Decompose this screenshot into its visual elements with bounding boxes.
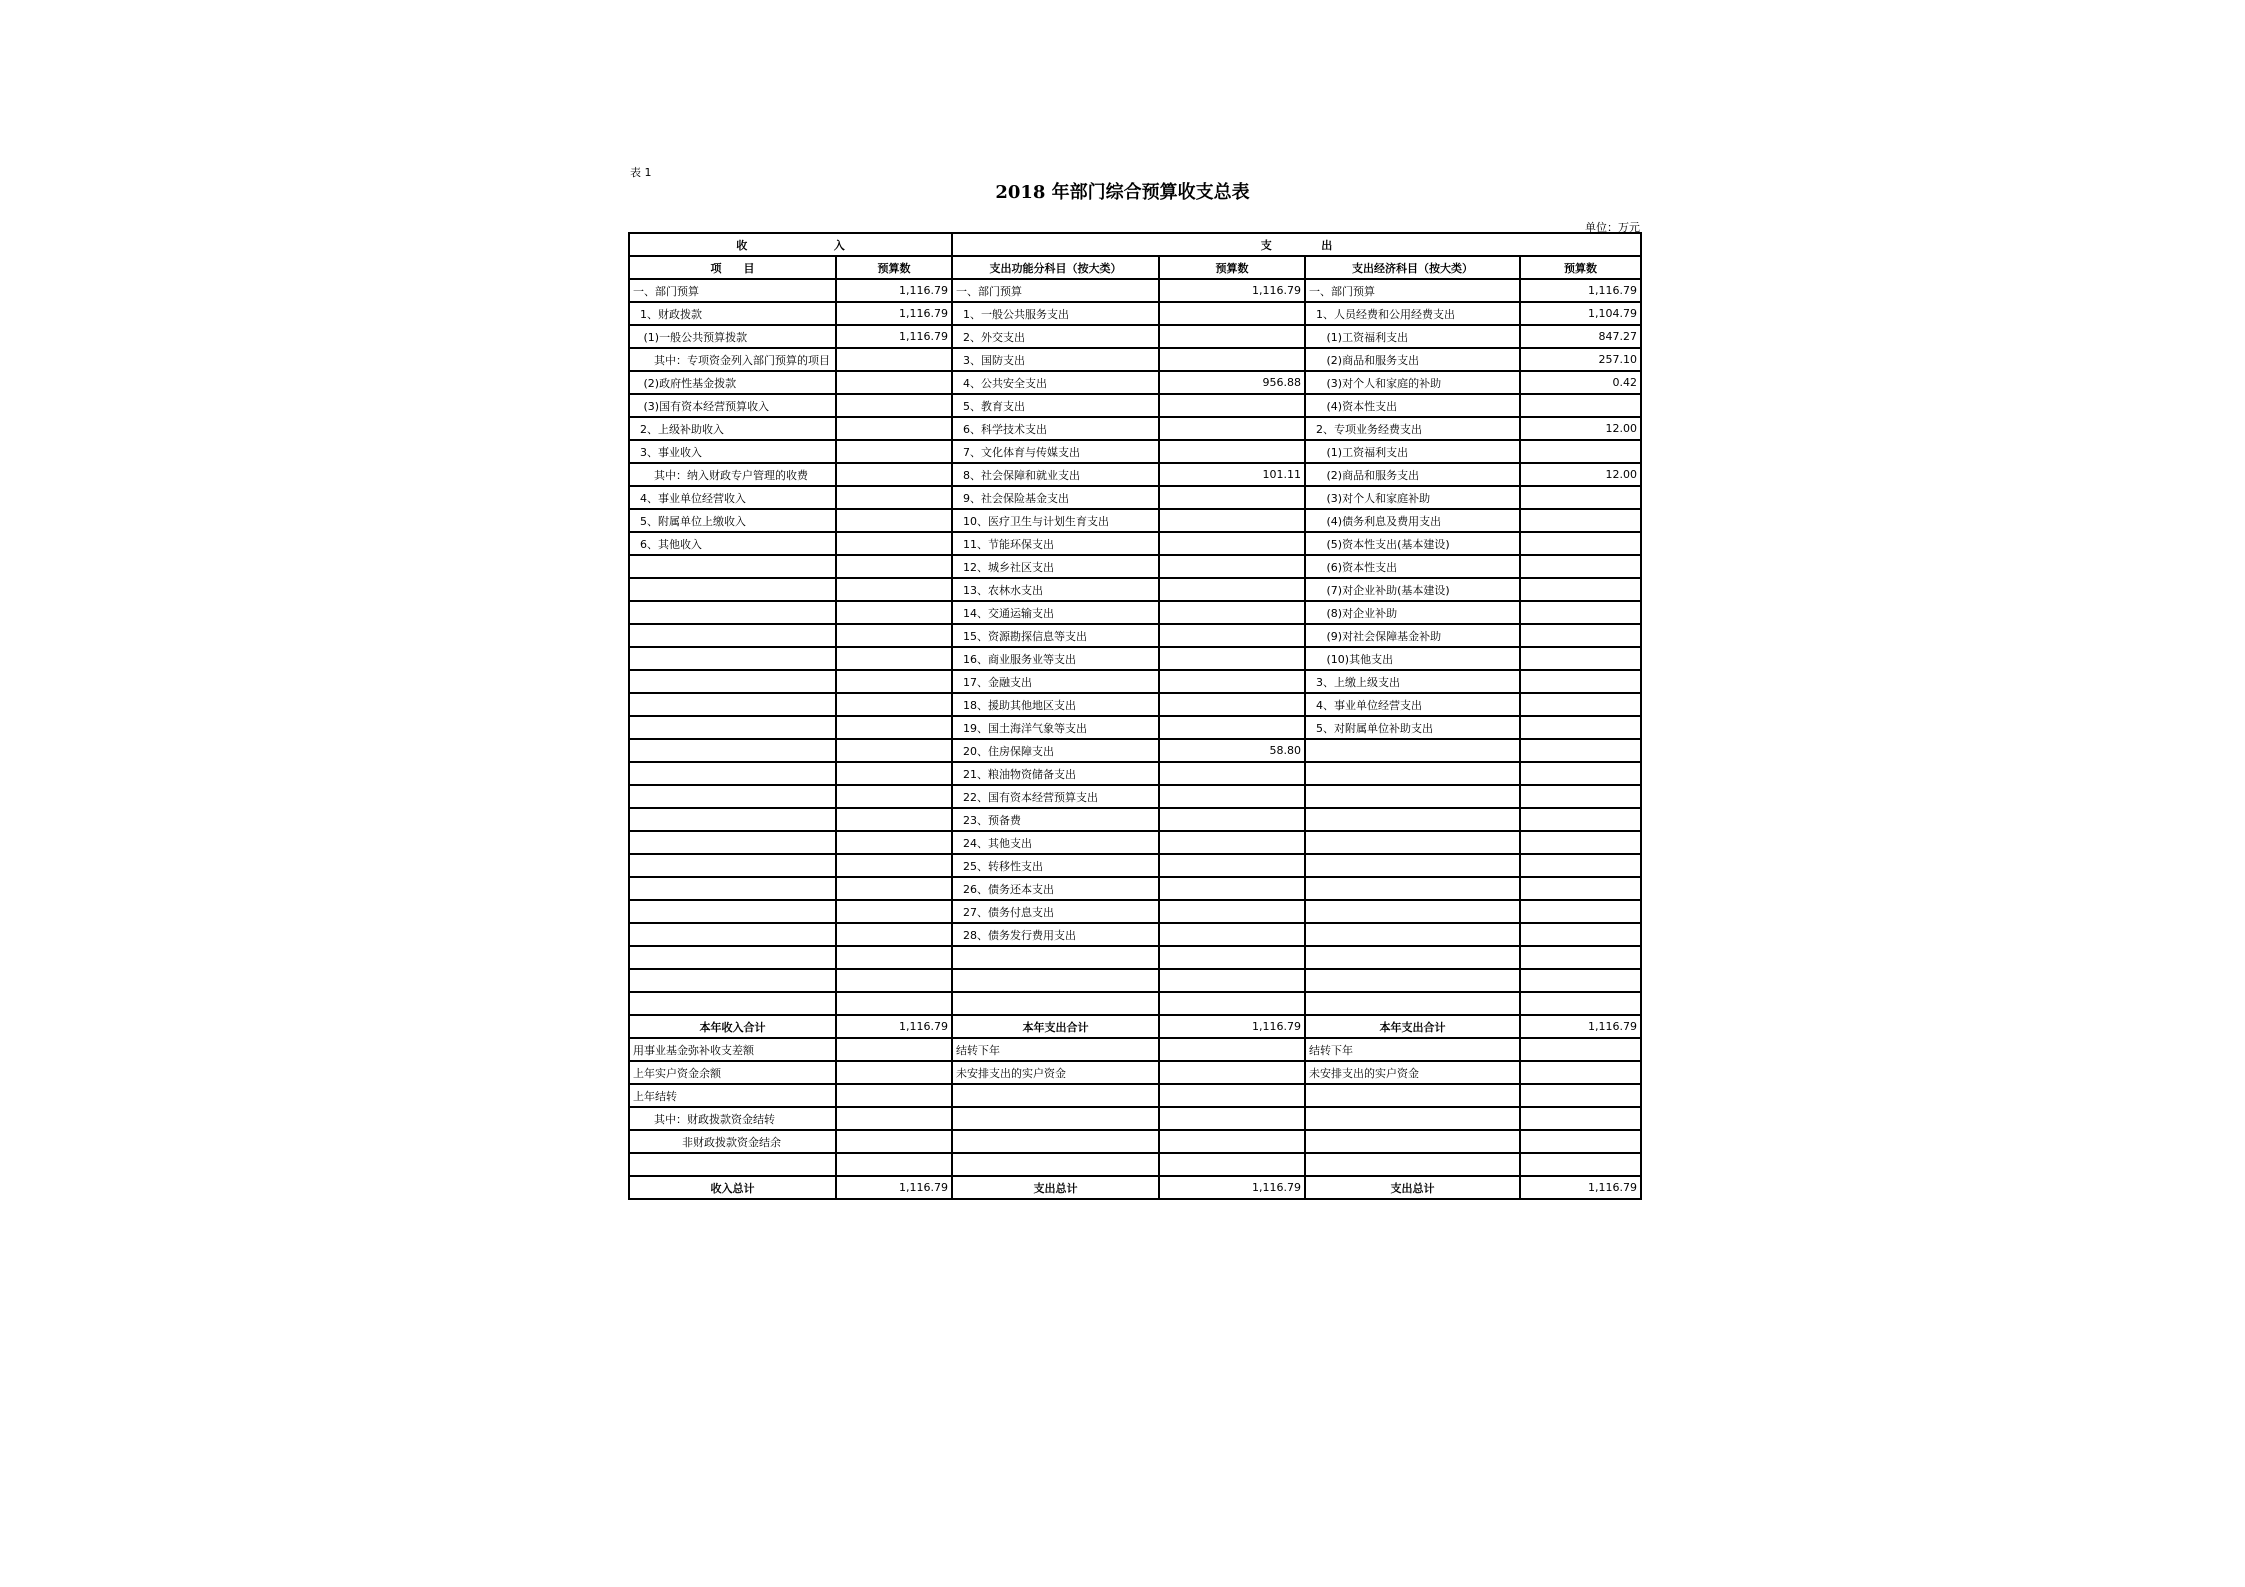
income-header: 收 入 — [629, 233, 952, 256]
amount-cell — [836, 877, 952, 900]
amount-cell — [1159, 762, 1305, 785]
amount-cell — [1520, 1130, 1641, 1153]
column-header: 预算数 — [1520, 256, 1641, 279]
amount-cell: 1,116.79 — [836, 1015, 952, 1038]
amount-cell — [1159, 532, 1305, 555]
amount-cell — [836, 463, 952, 486]
table-row — [629, 1084, 1641, 1107]
amount-cell: 0.42 — [1520, 371, 1641, 394]
item-cell — [629, 992, 836, 1015]
table-row — [629, 601, 1641, 624]
amount-cell: 12.00 — [1520, 417, 1641, 440]
amount-cell — [1520, 532, 1641, 555]
item-cell: 11、节能环保支出 — [952, 532, 1159, 555]
item-cell: 1、一般公共服务支出 — [952, 302, 1159, 325]
item-cell: (4)债务利息及费用支出 — [1305, 509, 1520, 532]
table-row — [629, 854, 1641, 877]
item-cell — [1305, 969, 1520, 992]
amount-cell — [836, 900, 952, 923]
amount-cell — [1520, 394, 1641, 417]
amount-cell — [836, 1061, 952, 1084]
item-cell — [1305, 762, 1520, 785]
item-cell — [629, 1153, 836, 1176]
item-cell: (3)国有资本经营预算收入 — [629, 394, 836, 417]
item-cell — [629, 785, 836, 808]
amount-cell: 847.27 — [1520, 325, 1641, 348]
item-cell: 26、债务还本支出 — [952, 877, 1159, 900]
amount-cell — [836, 923, 952, 946]
item-cell: 一、部门预算 — [952, 279, 1159, 302]
item-cell: 19、国土海洋气象等支出 — [952, 716, 1159, 739]
amount-cell — [1159, 831, 1305, 854]
item-cell — [1305, 1130, 1520, 1153]
item-cell — [952, 946, 1159, 969]
item-cell: (9)对社会保障基金补助 — [1305, 624, 1520, 647]
table-row — [629, 1061, 1641, 1084]
item-cell: 收入总计 — [629, 1176, 836, 1199]
amount-cell — [1520, 854, 1641, 877]
table-row — [629, 302, 1641, 325]
amount-cell — [1159, 670, 1305, 693]
item-cell: 16、商业服务业等支出 — [952, 647, 1159, 670]
amount-cell: 1,116.79 — [1520, 1015, 1641, 1038]
amount-cell — [1520, 1084, 1641, 1107]
amount-cell — [836, 578, 952, 601]
item-cell — [1305, 808, 1520, 831]
item-cell: (2)政府性基金拨款 — [629, 371, 836, 394]
item-cell — [629, 900, 836, 923]
item-cell — [1305, 1153, 1520, 1176]
item-cell: 4、事业单位经营收入 — [629, 486, 836, 509]
item-cell: 其中：专项资金列入部门预算的项目 — [629, 348, 836, 371]
item-cell: 17、金融支出 — [952, 670, 1159, 693]
amount-cell — [1159, 1107, 1305, 1130]
amount-cell — [1159, 716, 1305, 739]
amount-cell — [836, 1038, 952, 1061]
amount-cell — [1159, 969, 1305, 992]
amount-cell: 257.10 — [1520, 348, 1641, 371]
table-row — [629, 463, 1641, 486]
amount-cell — [836, 1153, 952, 1176]
item-cell — [1305, 946, 1520, 969]
page-title: 2018 年部门综合预算收支总表 — [995, 182, 1250, 203]
table-row — [629, 624, 1641, 647]
item-cell: (5)资本性支出(基本建设) — [1305, 532, 1520, 555]
item-cell — [952, 1153, 1159, 1176]
item-cell — [629, 693, 836, 716]
amount-cell — [1159, 578, 1305, 601]
amount-cell — [836, 1130, 952, 1153]
amount-cell — [1520, 624, 1641, 647]
amount-cell — [1520, 716, 1641, 739]
item-cell — [1305, 900, 1520, 923]
item-cell: 4、公共安全支出 — [952, 371, 1159, 394]
amount-cell — [836, 716, 952, 739]
amount-cell — [836, 693, 952, 716]
amount-cell — [1520, 992, 1641, 1015]
item-cell — [629, 647, 836, 670]
item-cell: 24、其他支出 — [952, 831, 1159, 854]
item-cell — [1305, 877, 1520, 900]
amount-cell — [1159, 808, 1305, 831]
amount-cell — [1520, 808, 1641, 831]
amount-cell — [1159, 785, 1305, 808]
amount-cell — [1159, 877, 1305, 900]
item-cell: 14、交通运输支出 — [952, 601, 1159, 624]
item-cell: (4)资本性支出 — [1305, 394, 1520, 417]
amount-cell: 1,116.79 — [1159, 1176, 1305, 1199]
item-cell: 用事业基金弥补收支差额 — [629, 1038, 836, 1061]
amount-cell — [1159, 394, 1305, 417]
item-cell: (1)工资福利支出 — [1305, 325, 1520, 348]
item-cell: 5、附属单位上缴收入 — [629, 509, 836, 532]
amount-cell — [1159, 348, 1305, 371]
amount-cell — [1520, 1061, 1641, 1084]
amount-cell — [1159, 302, 1305, 325]
table-row — [629, 877, 1641, 900]
unit-label: 单位：万元 — [1585, 221, 1640, 234]
amount-cell — [836, 647, 952, 670]
item-cell: (1)一般公共预算拨款 — [629, 325, 836, 348]
item-cell — [629, 601, 836, 624]
table-row — [629, 279, 1641, 302]
amount-cell: 1,116.79 — [1520, 279, 1641, 302]
amount-cell: 1,116.79 — [836, 325, 952, 348]
amount-cell — [1159, 601, 1305, 624]
item-cell: 23、预备费 — [952, 808, 1159, 831]
amount-cell — [1520, 1107, 1641, 1130]
amount-cell — [1159, 1061, 1305, 1084]
item-cell: 其中：财政拨款资金结转 — [629, 1107, 836, 1130]
item-cell — [952, 992, 1159, 1015]
table-row — [629, 555, 1641, 578]
amount-cell — [836, 486, 952, 509]
amount-cell — [1520, 670, 1641, 693]
item-cell: (1)工资福利支出 — [1305, 440, 1520, 463]
item-cell: 5、对附属单位补助支出 — [1305, 716, 1520, 739]
item-cell — [1305, 831, 1520, 854]
table-row — [629, 1130, 1641, 1153]
item-cell: 本年支出合计 — [952, 1015, 1159, 1038]
amount-cell — [1520, 440, 1641, 463]
item-cell: 一、部门预算 — [629, 279, 836, 302]
item-cell: 2、上级补助收入 — [629, 417, 836, 440]
amount-cell — [1159, 509, 1305, 532]
amount-cell — [1159, 555, 1305, 578]
item-cell — [952, 1130, 1159, 1153]
item-cell — [1305, 1107, 1520, 1130]
item-cell: 22、国有资本经营预算支出 — [952, 785, 1159, 808]
item-cell: 9、社会保险基金支出 — [952, 486, 1159, 509]
item-cell: 支出总计 — [1305, 1176, 1520, 1199]
item-cell: 其中：纳入财政专户管理的收费 — [629, 463, 836, 486]
table-row — [629, 831, 1641, 854]
item-cell: 13、农林水支出 — [952, 578, 1159, 601]
item-cell — [952, 1084, 1159, 1107]
amount-cell — [836, 601, 952, 624]
amount-cell: 101.11 — [1159, 463, 1305, 486]
item-cell — [629, 808, 836, 831]
item-cell: 28、债务发行费用支出 — [952, 923, 1159, 946]
item-cell: 2、专项业务经费支出 — [1305, 417, 1520, 440]
column-header: 支出功能分科目（按大类） — [952, 256, 1159, 279]
item-cell: (6)资本性支出 — [1305, 555, 1520, 578]
table-row — [629, 716, 1641, 739]
amount-cell — [836, 624, 952, 647]
item-cell: 3、上缴上级支出 — [1305, 670, 1520, 693]
item-cell: 结转下年 — [1305, 1038, 1520, 1061]
amount-cell — [1520, 578, 1641, 601]
column-header: 支出经济科目（按大类） — [1305, 256, 1520, 279]
item-cell: 21、粮油物资储备支出 — [952, 762, 1159, 785]
amount-cell — [1159, 946, 1305, 969]
amount-cell — [1159, 417, 1305, 440]
item-cell — [629, 624, 836, 647]
item-cell — [1305, 1084, 1520, 1107]
item-cell: 1、人员经费和公用经费支出 — [1305, 302, 1520, 325]
item-cell — [629, 739, 836, 762]
amount-cell — [1159, 325, 1305, 348]
item-cell — [629, 670, 836, 693]
amount-cell — [836, 1107, 952, 1130]
amount-cell — [1520, 1153, 1641, 1176]
table-row — [629, 946, 1641, 969]
item-cell: 6、科学技术支出 — [952, 417, 1159, 440]
table-row — [629, 509, 1641, 532]
item-cell: 上年实户资金余额 — [629, 1061, 836, 1084]
amount-cell — [1159, 992, 1305, 1015]
table-row — [629, 440, 1641, 463]
top-header-row — [629, 233, 1641, 256]
table-row — [629, 1038, 1641, 1061]
item-cell — [629, 716, 836, 739]
amount-cell — [1159, 1038, 1305, 1061]
item-cell — [629, 578, 836, 601]
table-row — [629, 785, 1641, 808]
amount-cell: 1,116.79 — [836, 302, 952, 325]
amount-cell — [836, 348, 952, 371]
table-row — [629, 1153, 1641, 1176]
item-cell — [1305, 739, 1520, 762]
item-cell — [629, 854, 836, 877]
amount-cell — [1520, 486, 1641, 509]
table-row — [629, 371, 1641, 394]
amount-cell — [1520, 785, 1641, 808]
item-cell: 上年结转 — [629, 1084, 836, 1107]
amount-cell: 1,116.79 — [836, 279, 952, 302]
item-cell — [629, 831, 836, 854]
item-cell: (3)对个人和家庭的补助 — [1305, 371, 1520, 394]
item-cell: 20、住房保障支出 — [952, 739, 1159, 762]
amount-cell — [1520, 509, 1641, 532]
column-header: 项 目 — [629, 256, 836, 279]
item-cell: 3、国防支出 — [952, 348, 1159, 371]
table-row — [629, 578, 1641, 601]
amount-cell — [836, 854, 952, 877]
item-cell: (7)对企业补助(基本建设) — [1305, 578, 1520, 601]
amount-cell — [1520, 762, 1641, 785]
amount-cell: 1,104.79 — [1520, 302, 1641, 325]
table-row — [629, 486, 1641, 509]
item-cell: (3)对个人和家庭补助 — [1305, 486, 1520, 509]
amount-cell — [836, 739, 952, 762]
item-cell — [952, 969, 1159, 992]
table-row — [629, 992, 1641, 1015]
item-cell: 本年收入合计 — [629, 1015, 836, 1038]
total-row — [629, 1176, 1641, 1199]
amount-cell — [1159, 624, 1305, 647]
subtotal-row — [629, 1015, 1641, 1038]
item-cell: 15、资源勘探信息等支出 — [952, 624, 1159, 647]
table-row — [629, 417, 1641, 440]
amount-cell — [1159, 486, 1305, 509]
item-cell: 1、财政拨款 — [629, 302, 836, 325]
column-header-row — [629, 256, 1641, 279]
item-cell — [629, 946, 836, 969]
table-row — [629, 969, 1641, 992]
amount-cell — [836, 785, 952, 808]
item-cell — [1305, 785, 1520, 808]
table-row — [629, 394, 1641, 417]
amount-cell: 58.80 — [1159, 739, 1305, 762]
column-header: 预算数 — [836, 256, 952, 279]
amount-cell — [1159, 1084, 1305, 1107]
item-cell — [629, 762, 836, 785]
amount-cell — [1520, 969, 1641, 992]
item-cell: 结转下年 — [952, 1038, 1159, 1061]
amount-cell: 1,116.79 — [1159, 1015, 1305, 1038]
amount-cell — [1520, 555, 1641, 578]
item-cell: 支出总计 — [952, 1176, 1159, 1199]
item-cell — [1305, 923, 1520, 946]
item-cell — [629, 877, 836, 900]
amount-cell — [836, 532, 952, 555]
item-cell: 4、事业单位经营支出 — [1305, 693, 1520, 716]
item-cell: (2)商品和服务支出 — [1305, 463, 1520, 486]
amount-cell — [836, 670, 952, 693]
item-cell: 3、事业收入 — [629, 440, 836, 463]
expense-header: 支 出 — [952, 233, 1641, 256]
item-cell — [629, 923, 836, 946]
table-row — [629, 325, 1641, 348]
table-label: 表 1 — [630, 166, 652, 179]
amount-cell — [836, 509, 952, 532]
item-cell: 6、其他收入 — [629, 532, 836, 555]
table-row — [629, 739, 1641, 762]
table-row — [629, 900, 1641, 923]
amount-cell — [1159, 693, 1305, 716]
amount-cell — [1159, 900, 1305, 923]
item-cell: 25、转移性支出 — [952, 854, 1159, 877]
amount-cell — [1159, 923, 1305, 946]
amount-cell — [1520, 900, 1641, 923]
table-row — [629, 647, 1641, 670]
item-cell: 12、城乡社区支出 — [952, 555, 1159, 578]
budget-table — [628, 232, 1642, 1200]
amount-cell — [836, 831, 952, 854]
amount-cell — [836, 440, 952, 463]
amount-cell — [1520, 739, 1641, 762]
amount-cell: 12.00 — [1520, 463, 1641, 486]
item-cell: 未安排支出的实户资金 — [1305, 1061, 1520, 1084]
amount-cell: 1,116.79 — [836, 1176, 952, 1199]
amount-cell: 1,116.79 — [1520, 1176, 1641, 1199]
item-cell: 非财政拨款资金结余 — [629, 1130, 836, 1153]
amount-cell — [1520, 946, 1641, 969]
table-row — [629, 693, 1641, 716]
item-cell: 本年支出合计 — [1305, 1015, 1520, 1038]
amount-cell — [836, 808, 952, 831]
item-cell: 一、部门预算 — [1305, 279, 1520, 302]
item-cell — [1305, 992, 1520, 1015]
item-cell: 未安排支出的实户资金 — [952, 1061, 1159, 1084]
item-cell: 7、文化体育与传媒支出 — [952, 440, 1159, 463]
amount-cell — [1520, 831, 1641, 854]
amount-cell — [836, 992, 952, 1015]
table-row — [629, 348, 1641, 371]
item-cell: 18、援助其他地区支出 — [952, 693, 1159, 716]
item-cell — [629, 555, 836, 578]
amount-cell — [1159, 647, 1305, 670]
amount-cell — [836, 969, 952, 992]
amount-cell — [836, 417, 952, 440]
amount-cell — [1520, 601, 1641, 624]
item-cell: (2)商品和服务支出 — [1305, 348, 1520, 371]
item-cell — [1305, 854, 1520, 877]
amount-cell — [1159, 1153, 1305, 1176]
amount-cell — [1520, 877, 1641, 900]
table-row — [629, 923, 1641, 946]
amount-cell — [836, 1084, 952, 1107]
item-cell — [629, 969, 836, 992]
amount-cell — [1159, 1130, 1305, 1153]
amount-cell: 956.88 — [1159, 371, 1305, 394]
amount-cell — [1520, 647, 1641, 670]
amount-cell — [836, 394, 952, 417]
item-cell: 10、医疗卫生与计划生育支出 — [952, 509, 1159, 532]
table-row — [629, 762, 1641, 785]
amount-cell — [1159, 854, 1305, 877]
amount-cell — [1520, 1038, 1641, 1061]
item-cell: 5、教育支出 — [952, 394, 1159, 417]
amount-cell — [1520, 693, 1641, 716]
amount-cell — [836, 762, 952, 785]
amount-cell: 1,116.79 — [1159, 279, 1305, 302]
table-row — [629, 808, 1641, 831]
amount-cell — [1159, 440, 1305, 463]
amount-cell — [836, 946, 952, 969]
table-row — [629, 1107, 1641, 1130]
item-cell: 2、外交支出 — [952, 325, 1159, 348]
amount-cell — [836, 555, 952, 578]
column-header: 预算数 — [1159, 256, 1305, 279]
table-row — [629, 670, 1641, 693]
item-cell: 8、社会保障和就业支出 — [952, 463, 1159, 486]
amount-cell — [836, 371, 952, 394]
item-cell: 27、债务付息支出 — [952, 900, 1159, 923]
table-row — [629, 532, 1641, 555]
item-cell: (10)其他支出 — [1305, 647, 1520, 670]
item-cell: (8)对企业补助 — [1305, 601, 1520, 624]
item-cell — [952, 1107, 1159, 1130]
amount-cell — [1520, 923, 1641, 946]
